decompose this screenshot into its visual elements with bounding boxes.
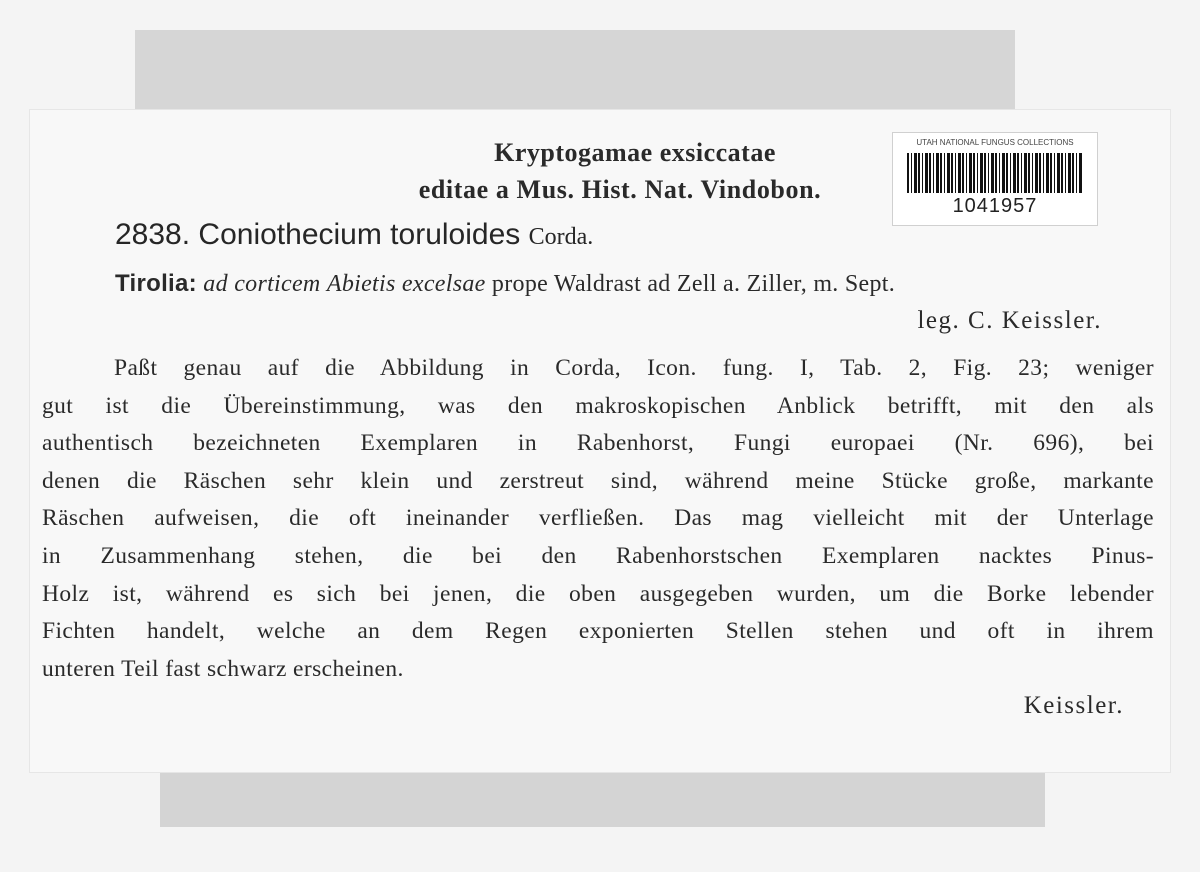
locality-text-after: prope Waldrast ad Zell a. Ziller, m. Sept.	[491, 271, 896, 297]
notes-paragraph	[42, 350, 1154, 688]
species-heading	[115, 218, 593, 252]
notes-line: Fichten handelt, welche an dem Regen exponierten Stellen stehen und oft in ihrem	[42, 618, 1154, 645]
host-name: Abietis excelsae	[326, 271, 486, 297]
locality-text-before: ad corticem	[203, 271, 321, 297]
collector: leg. C. Keissler.	[917, 307, 1102, 334]
notes-line: denen die Räschen sehr klein und zerstreut sind, während meine Stücke große, markante	[42, 467, 1154, 494]
series-title: Kryptogamae exsiccatae	[494, 138, 776, 167]
notes-line: authentisch bezeichneten Exemplaren in Rabenhorst, Fungi europaei (Nr. 696), bei	[42, 430, 1154, 457]
specimen-label	[30, 110, 1170, 772]
barcode-number: 1041957	[952, 195, 1038, 217]
notes-line: Holz ist, während es sich bei jenen, die oben ausgegeben wurden, um die Borke lebender	[42, 580, 1154, 607]
barcode-collection-name: UTAH NATIONAL FUNGUS COLLECTIONS	[916, 138, 1074, 147]
locality-line	[115, 270, 895, 298]
notes-line: Paßt genau auf die Abbildung in Corda, Icon. fung. I, Tab. 2, Fig. 23; weniger	[114, 355, 1154, 381]
signature: Keissler.	[1023, 692, 1124, 719]
notes-line: gut ist die Übereinstimmung, was den makroskopischen Anblick betrifft, mit den als	[42, 392, 1154, 419]
notes-line: Räschen aufweisen, die oft ineinander verfließen. Das mag vielleicht mit der Unterlage	[42, 505, 1154, 532]
notes-line: unteren Teil fast schwarz erscheinen.	[42, 655, 404, 682]
species-author: Corda.	[528, 224, 594, 250]
series-publisher: editae a Mus. Hist. Nat. Vindobon.	[418, 175, 822, 204]
barcode-sticker	[892, 132, 1098, 226]
barcode-icon	[907, 153, 1083, 193]
species-name: Coniothecium toruloides	[198, 218, 521, 251]
locality-region: Tirolia:	[115, 270, 197, 297]
exsiccata-number: 2838.	[115, 218, 191, 251]
notes-line: in Zusammenhang stehen, die bei den Rabenhorstschen Exemplaren nacktes Pinus-	[42, 542, 1154, 569]
